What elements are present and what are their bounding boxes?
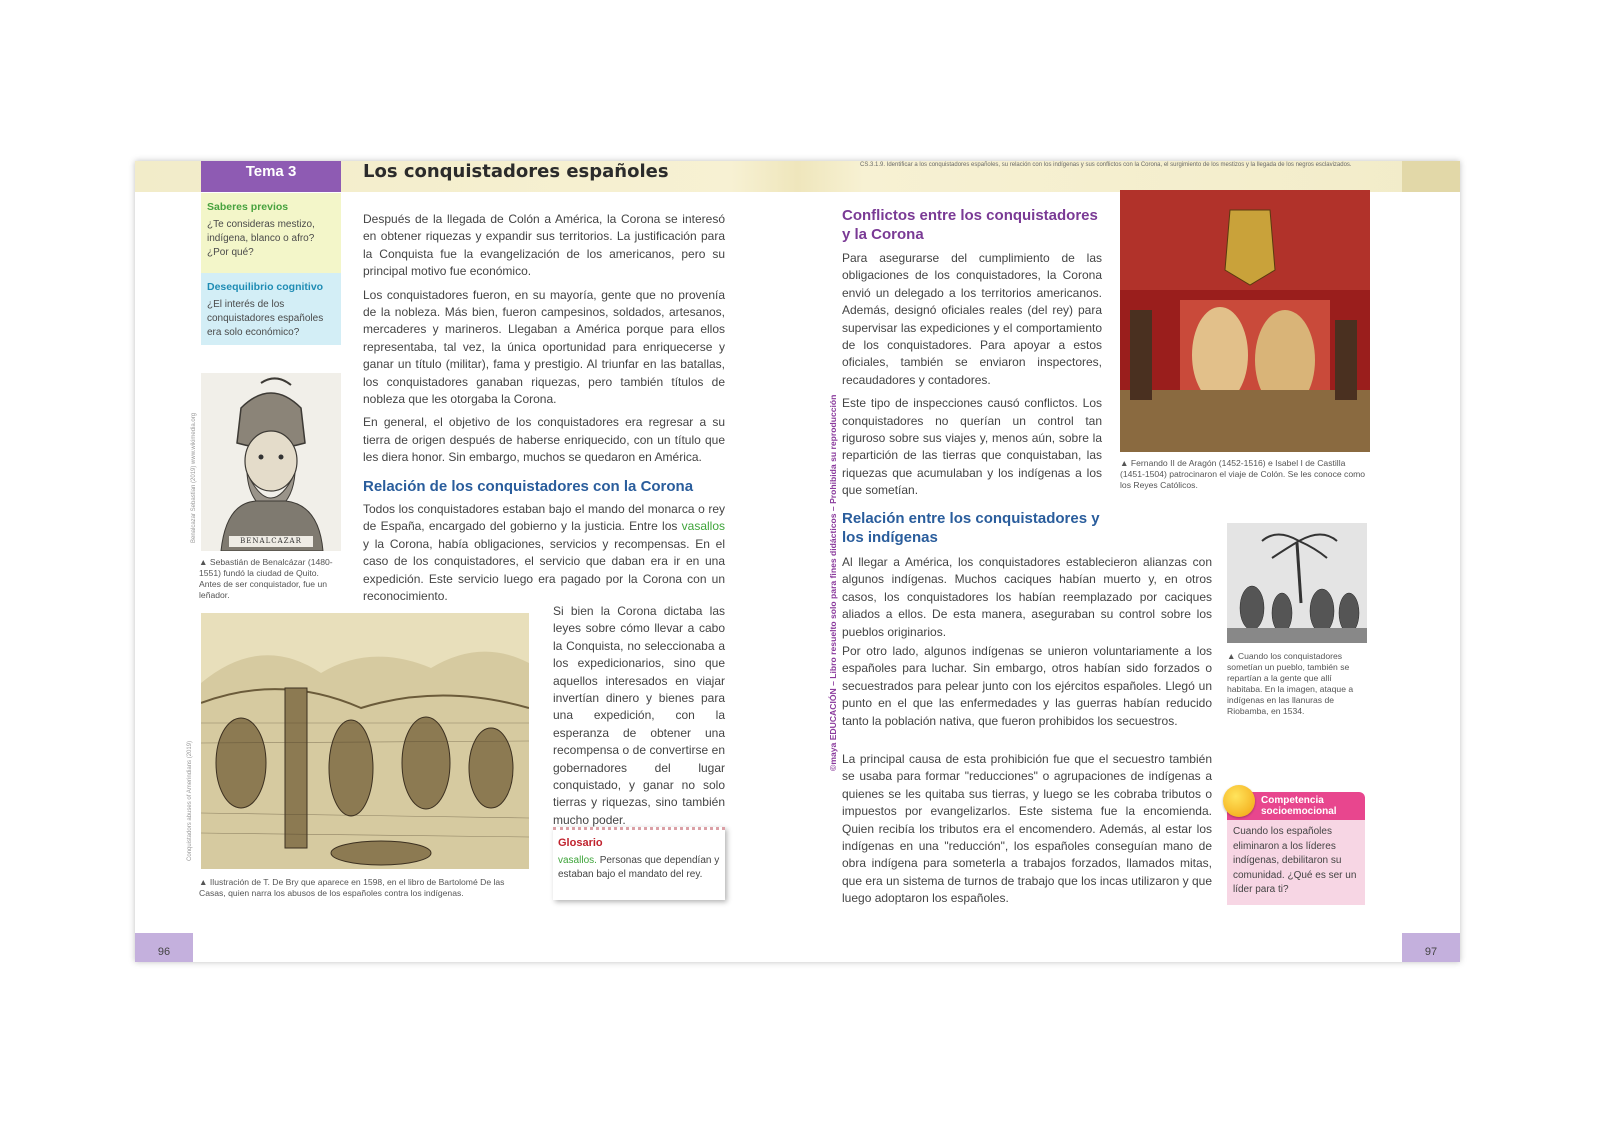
benalcazar-portrait (201, 373, 341, 551)
intro-paragraph-1: Después de la llegada de Colón a América, la Corona se interesó en obtener riquezas y expandir sus territorios. La justificación para la Conquista fue la evangelización de los americanos, pero su principal motivo fue económico. (363, 212, 725, 279)
reyes-caption: ▲ Fernando II de Aragón (1452-1516) e Isabel I de Castilla (1451-1504) patrocinaron el viaje de Colón. Se les conoce como los Reyes Católicos. (1120, 458, 1366, 490)
relacion-indigenas-p2: Por otro lado, algunos indígenas se unieron voluntariamente a los españoles para luchar. Sin embargo, otros habían sido forzados o secuestrados para pelear junto con los ejércitos españoles. Llegó un punto en el que las enfermedades y las guerras habían reducido tanto la población nativa, que fueron prohibidos los secuestros. (842, 644, 1212, 728)
portrait-caption: ▲ Sebastián de Benalcázar (1480-1551) fundó la ciudad de Quito. Antes de ser conquistador, fue un leñador. (199, 557, 333, 600)
engraving-caption: ▲ Ilustración de T. De Bry que aparece en 1598, en el libro de Bartolomé De las Casas, quien narra los abusos de los españoles contra los indígenas. (199, 877, 505, 898)
relacion-corona-text (363, 501, 725, 611)
engraving-credit: Conquistadors abuses of Amerindians (2019) (187, 740, 193, 861)
relacion-indigenas-p3: La principal causa de esta prohibición fue que el secuestro también se usaba para formar "reducciones" o agrupaciones de indígenas a quienes se les quitaba sus tierras, y luego se les cobraba tributos o impuestos por evangelizarlos. Este sistema fue la encomienda. Quien recibía los tributos era el encomendero. Además, al estar los indígenas en una "reducción", los españoles conseguían mano de obra indígena para someterla a trabajos forzados, llamados mitas, que era un sistema de turnos de trabajo que los incas utilizaron y que luego adoptaron los españoles. (842, 752, 1212, 906)
curriculum-standard: CS.3.1.9. Identificar a los conquistadores españoles, su relación con los indígenas y sus conflictos con la Corona, el surgimiento de los mestizos y la llegada de los negros esclavizados. (860, 162, 1352, 168)
desequilibrio-text: ¿El interés de los conquistadores españoles era solo económico? (207, 299, 324, 338)
conflictos-heading: Conflictos entre los conquistadores y la Corona (842, 207, 1098, 243)
intro-paragraph-2: Los conquistadores fueron, en su mayoría, gente que no provenía de la nobleza. Más bien, fueron campesinos, soldados, artesanos, mercaderes y marineros. Llegaban a América porque para ellos representaba, tal vez, la única oportunidad para enriquecerse y ganar un título (militar), fama y prestigio. Al triunfar en las batallas, los conquistadores ganaban riquezas, pero también títulos de nobleza que les otorgaba la Corona. (363, 287, 725, 407)
saberes-text: ¿Te consideras mestizo, indígena, blanco o afro? ¿Por qué? (207, 219, 315, 258)
saberes-previos-box (201, 193, 341, 273)
header-tab (1402, 161, 1460, 192)
conflictos-paragraph-1: Para asegurarse del cumplimiento de las obligaciones de los conquistadores, la Corona envió un delegado a los territorios americanos. Además, designó oficiales reales (del rey) para supervisar las expediciones y el comportamiento de los conquistadores. Para apoyar a estos oficiales, también se enviaron inspectores, recaudadores y contadores. (842, 251, 1102, 387)
saberes-title: Saberes previos (207, 201, 289, 213)
desequilibrio-title: Desequilibrio cognitivo (207, 281, 324, 293)
desequilibrio-box (201, 273, 341, 345)
relacion-corona-continued: Si bien la Corona dictaba las leyes sobre cómo llevar a cabo la Conquista, no seleccionaba a los expedicionarios, sino que aquellos interesados en viajar invertían dinero y bienes para una expedición, con la esperanza de obtener una recompensa o de convertirse en gobernadores del lugar conquistado, y ganar no solo tierras y riquezas, sino también mucho poder. (553, 604, 725, 827)
relacion-corona-heading: Relación de los conquistadores con la Corona (363, 478, 694, 495)
publisher-watermark: ©maya EDUCACIÓN – Libro resuelto solo para fines didácticos – Prohibida su reproducción (828, 394, 838, 771)
conflictos-text (842, 250, 1102, 506)
portrait-credit: Benalcazar Sebastian (2019) www.wikimedia.org (191, 412, 197, 543)
glosario-title: Glosario (558, 837, 603, 849)
competencia-header: Competencia socioemocional (1227, 792, 1365, 820)
glosario-definition: Personas que dependían y estaban bajo el mandato del rey. (558, 855, 720, 880)
conflictos-paragraph-2: Este tipo de inspecciones causó conflictos. Los conquistadores no querían un control tan riguroso sobre sus viajes y, menos aún, sobre la repartición de las tierras que conquistaban, las riquezas que acumulaban y los indígenas a los que sometían. (842, 396, 1102, 498)
riobamba-battle-engraving (1227, 523, 1367, 643)
relacion-indigenas-p1: Al llegar a América, los conquistadores establecieron alianzas con algunos indígenas. Muchos caciques habían muerto y, en otros casos, los conquistadores los habían reemplazado por caciques aliados a ellos. De esta manera, aseguraban su control sobre los pueblos originarios. (842, 555, 1212, 639)
tema-label: Tema 3 (201, 161, 341, 192)
page-number-right: 97 (1402, 933, 1460, 962)
relacion-text-before: Todos los conquistadores estaban bajo el mando del monarca o rey de España, encargado del gobierno y la justicia. Entre los (363, 502, 725, 534)
book-spread (135, 161, 1460, 962)
left-intro-text (363, 211, 725, 473)
relacion-text-after: y la Corona, había obligaciones, servicios y recompensas. En el caso de los conquistadores, el servicio que daban era ir en una expedición. Este servicio luego era pagado por la Corona con un reconocimiento. (363, 536, 725, 604)
smiley-icon (1223, 785, 1255, 817)
intro-paragraph-3: En general, el objetivo de los conquistadores era regresar a su tierra de origen después de haberse enriquecido, con un título que les diera honor. Sin embargo, muchos se quedaron en América. (363, 415, 725, 465)
competencia-text: Cuando los españoles eliminaron a los líderes indígenas, debilitaron su comunidad. ¿Qué es ser un líder para ti? (1227, 820, 1365, 905)
de-bry-engraving (201, 613, 529, 869)
page-number-left: 96 (135, 933, 193, 962)
reyes-catolicos-painting (1120, 190, 1370, 452)
battle-caption: ▲ Cuando los conquistadores sometían un pueblo, también se repartían a la gente que allí habitaba. En la imagen, ataque a indígenas en las llanuras de Riobamba, en 1534. (1227, 651, 1354, 716)
portrait-label: BENALCAZAR (240, 537, 302, 545)
glosario-box (553, 827, 725, 900)
page-title: Los conquistadores españoles (363, 161, 669, 182)
vasallos-highlight: vasallos (681, 519, 725, 534)
relacion-indigenas-heading: Relación entre los conquistadores y los indígenas (842, 510, 1100, 546)
glosario-term: vasallos. (558, 855, 597, 866)
